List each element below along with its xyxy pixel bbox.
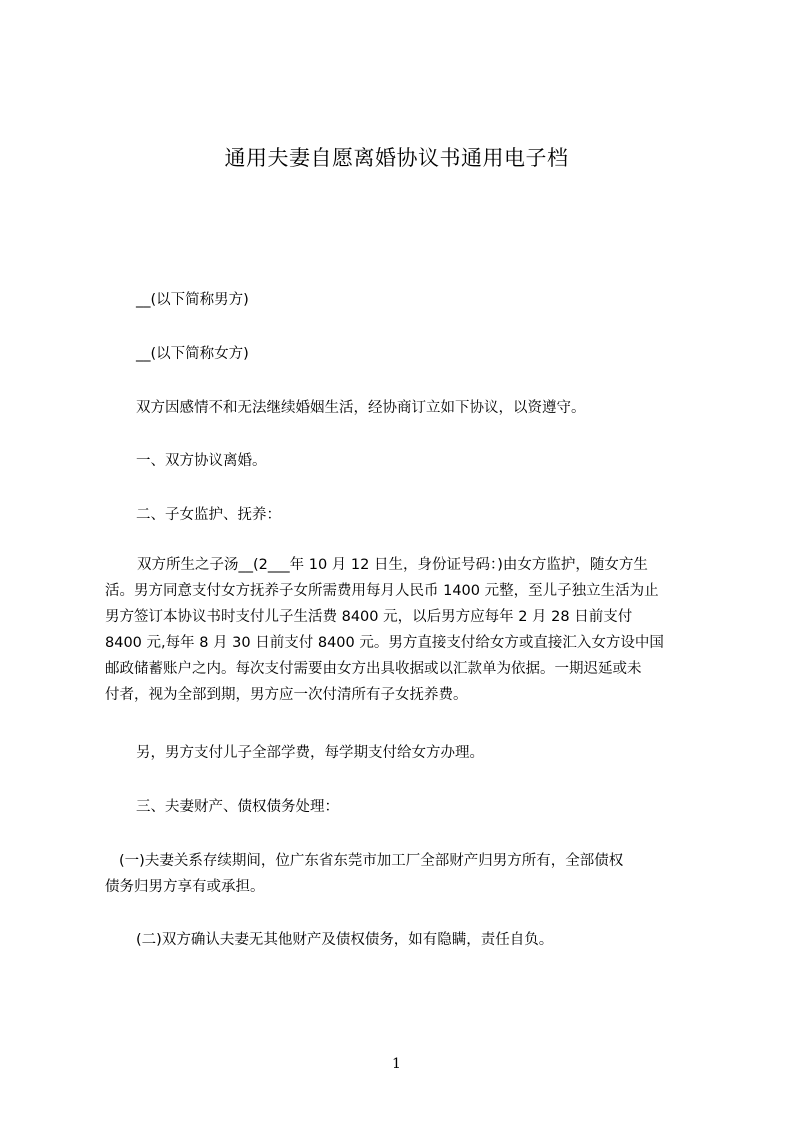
document-title: 通用夫妻自愿离婚协议书通用电子档 (224, 146, 569, 170)
custody-line: 双方所生之子汤__(2___年 10 月 12 日生，身份证号码：)由女方监护，随女方生 (137, 557, 648, 573)
clause-2-heading: 二、子女监护、抚养： (136, 507, 281, 523)
custody-line: 8400 元,每年 8 月 30 日前支付 8400 元。男方直接支付给女方或直接汇入女方设中国 (105, 635, 664, 651)
page-number: 1 (392, 1056, 401, 1072)
custody-line: 男方签订本协议书时支付儿子生活费 8400 元，以后男方应每年 2 月 28 日前支付 (105, 609, 633, 625)
custody-line: 付者，视为全部到期，男方应一次付清所有子女抚养费。 (105, 687, 468, 703)
intro-paragraph: 双方因感情不和无法继续婚姻生活，经协商订立如下协议，以资遵守。 (136, 400, 586, 416)
property-paragraph-1 (105, 848, 701, 900)
custody-paragraph (105, 552, 701, 708)
husband-line: __(以下简称男方) (136, 292, 249, 308)
tuition-paragraph: 另，男方支付儿子全部学费，每学期支付给女方办理。 (136, 745, 484, 761)
custody-line: 邮政储蓄账户之内。每次支付需要由女方出具收据或以汇款单为依据。一期迟延或未 (105, 661, 642, 677)
clause-1: 一、双方协议离婚。 (136, 453, 267, 469)
property-line: 债务归男方享有或承担。 (105, 879, 265, 895)
wife-line: __(以下简称女方) (136, 346, 249, 362)
clause-3-heading: 三、夫妻财产、债权债务处理： (136, 799, 339, 815)
property-paragraph-2: (二)双方确认夫妻无其他财产及债权债务，如有隐瞒，责任自负。 (136, 932, 554, 948)
custody-line: 活。男方同意支付女方抚养子女所需费用每月人民币 1400 元整，至儿子独立生活为止 (105, 583, 659, 599)
property-line: (一)夫妻关系存续期间，位广东省东莞市加工厂全部财产归男方所有，全部债权 (119, 853, 624, 869)
